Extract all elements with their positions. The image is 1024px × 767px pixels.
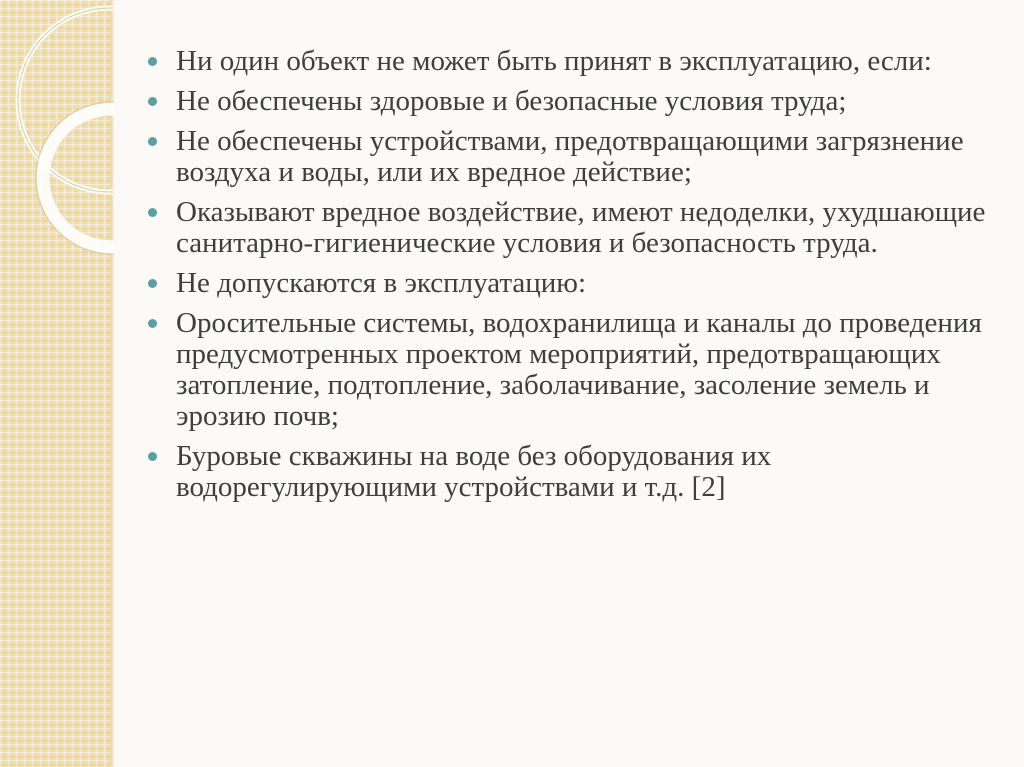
bullet-item <box>148 308 988 432</box>
bullet-list <box>148 46 988 503</box>
slide-content <box>148 46 988 512</box>
bullet-dot-icon <box>148 137 157 146</box>
decorative-circle-large-outline <box>18 8 114 192</box>
bullet-text: Ни один объект не может быть принят в эксплуатацию, если: <box>176 45 932 77</box>
decorative-circles <box>0 0 114 767</box>
bullet-dot-icon <box>148 57 157 66</box>
bullet-item <box>148 46 988 77</box>
bullet-text: Не допускаются в эксплуатацию: <box>176 267 587 299</box>
bullet-item <box>148 86 988 117</box>
bullet-dot-icon <box>148 97 157 106</box>
bullet-item <box>148 197 988 259</box>
bullet-text: Оказывают вредное воздействие, имеют недоделки, ухудшающие санитарно-гигиенические условия и безопасность труда. <box>176 196 986 259</box>
bullet-dot-icon <box>148 208 157 217</box>
decorative-circle-large <box>18 8 114 192</box>
bullet-dot-icon <box>148 279 157 288</box>
bullet-text: Не обеспечены устройствами, предотвращающими загрязнение воздуха и воды, или их вредное действие; <box>176 125 964 188</box>
bullet-item <box>148 268 988 299</box>
bullet-text: Не обеспечены здоровые и безопасные условия труда; <box>176 85 847 117</box>
bullet-dot-icon <box>148 319 157 328</box>
bullet-dot-icon <box>148 452 157 461</box>
bullet-item <box>148 441 988 503</box>
bullet-text: Оросительные системы, водохранилища и каналы до проведения предусмотренных проектом мероприятий, предотвращающих затопление, подтопление, заболачивание, засоление земель и эрозию почв; <box>176 307 982 432</box>
bullet-item <box>148 126 988 188</box>
bullet-text: Буровые скважины на воде без оборудования их водорегулирующими устройствами и т.д. [2] <box>176 440 772 503</box>
